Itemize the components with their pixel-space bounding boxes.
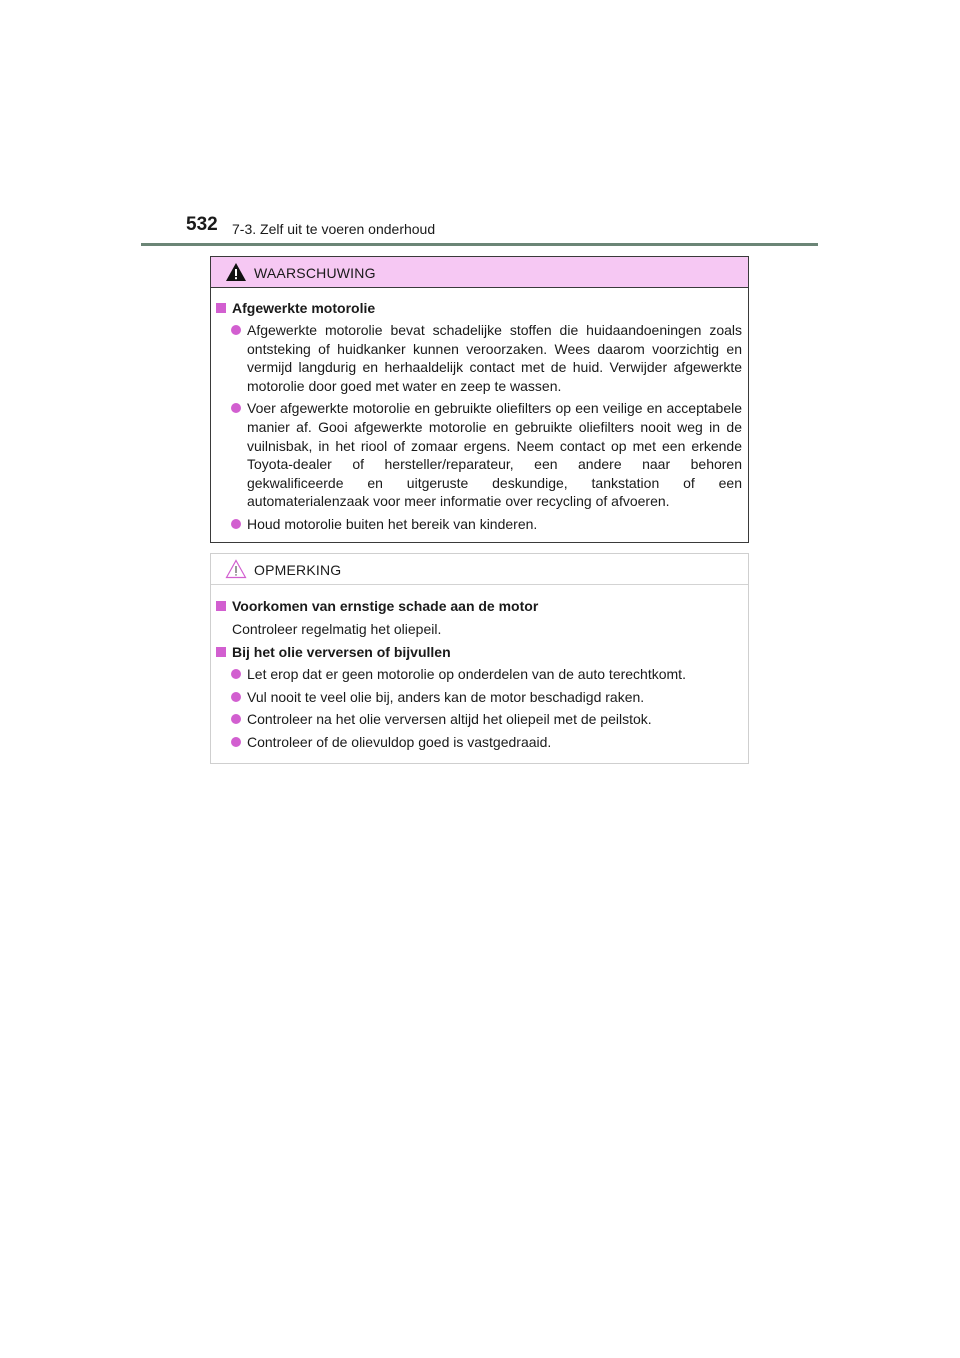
- square-bullet-icon: [216, 601, 226, 611]
- notice-heading-2: [216, 642, 742, 662]
- notice-heading-2-text: Bij het olie verversen of bijvullen: [232, 644, 451, 660]
- notice-text-1: Controleer regelmatig het oliepeil.: [232, 621, 442, 637]
- list-item-text: Afgewerkte motorolie bevat schadelijke stoffen die huidaandoeningen zoals ontsteking of huidkanker kunnen veroorzaken. Wees daarom voorzichtig en vermijd langdurig en herhaaldelijk contact met de huid. Verwijder afgewerkte motorolie door goed met water en zeep te wassen.: [247, 322, 742, 394]
- notice-body: [211, 585, 748, 751]
- square-bullet-icon: [216, 647, 226, 657]
- notice-heading-1: [216, 596, 742, 616]
- list-item: [216, 688, 742, 707]
- dot-bullet-icon: [231, 669, 241, 679]
- dot-bullet-icon: [231, 692, 241, 702]
- dot-bullet-icon: [231, 737, 241, 747]
- dot-bullet-icon: [231, 519, 241, 529]
- notice-box: [210, 553, 749, 764]
- list-item-text: Controleer na het olie verversen altijd het oliepeil met de peilstok.: [247, 711, 652, 728]
- warning-heading-text: Afgewerkte motorolie: [232, 300, 376, 316]
- notice-header: [211, 554, 748, 585]
- dot-bullet-icon: [231, 325, 241, 335]
- list-item: [216, 515, 742, 534]
- caution-triangle-outline-icon: [225, 559, 247, 579]
- square-bullet-icon: [216, 303, 226, 313]
- notice-title: OPMERKING: [254, 562, 342, 578]
- warning-header: [211, 257, 748, 288]
- list-item-text: Controleer of de olievuldop goed is vastgedraaid.: [247, 733, 552, 750]
- list-item-text: Voer afgewerkte motorolie en gebruikte oliefilters op een veilige en acceptabele manier af. Gooi afgewerkte motorolie en gebruikte oliefilters nooit weg in de vuilnisbak, in het riool of zomaar ergens. Neem contact op met een erkende Toyota-dealer of hersteller/reparateur, een andere naar behoren gekwalificeerde en uitgeruste deskundige, tankstation of een automaterialenzaak voor meer informatie over recycling of afvoeren.: [247, 400, 742, 510]
- section-title: 7-3. Zelf uit te voeren onderhoud: [232, 221, 436, 237]
- list-item: [216, 321, 742, 395]
- page-number: 532: [186, 214, 218, 235]
- warning-triangle-icon: [225, 262, 247, 282]
- notice-heading-1-text: Voorkomen van ernstige schade aan de motor: [232, 598, 539, 614]
- list-item-text: Let erop dat er geen motorolie op onderdelen van de auto terechtkomt.: [247, 666, 686, 682]
- list-item-text: Vul nooit te veel olie bij, anders kan de motor beschadigd raken.: [247, 688, 645, 705]
- list-item-text: Houd motorolie buiten het bereik van kinderen.: [247, 515, 538, 532]
- dot-bullet-icon: [231, 714, 241, 724]
- warning-title: WAARSCHUWING: [254, 265, 376, 281]
- list-item: [216, 733, 742, 752]
- list-item: [216, 399, 742, 511]
- warning-box: [210, 256, 749, 543]
- list-item: [216, 665, 742, 684]
- list-item: [216, 710, 742, 729]
- warning-heading: [216, 298, 742, 318]
- header-rule: [141, 243, 818, 246]
- warning-body: [211, 288, 748, 534]
- dot-bullet-icon: [231, 403, 241, 413]
